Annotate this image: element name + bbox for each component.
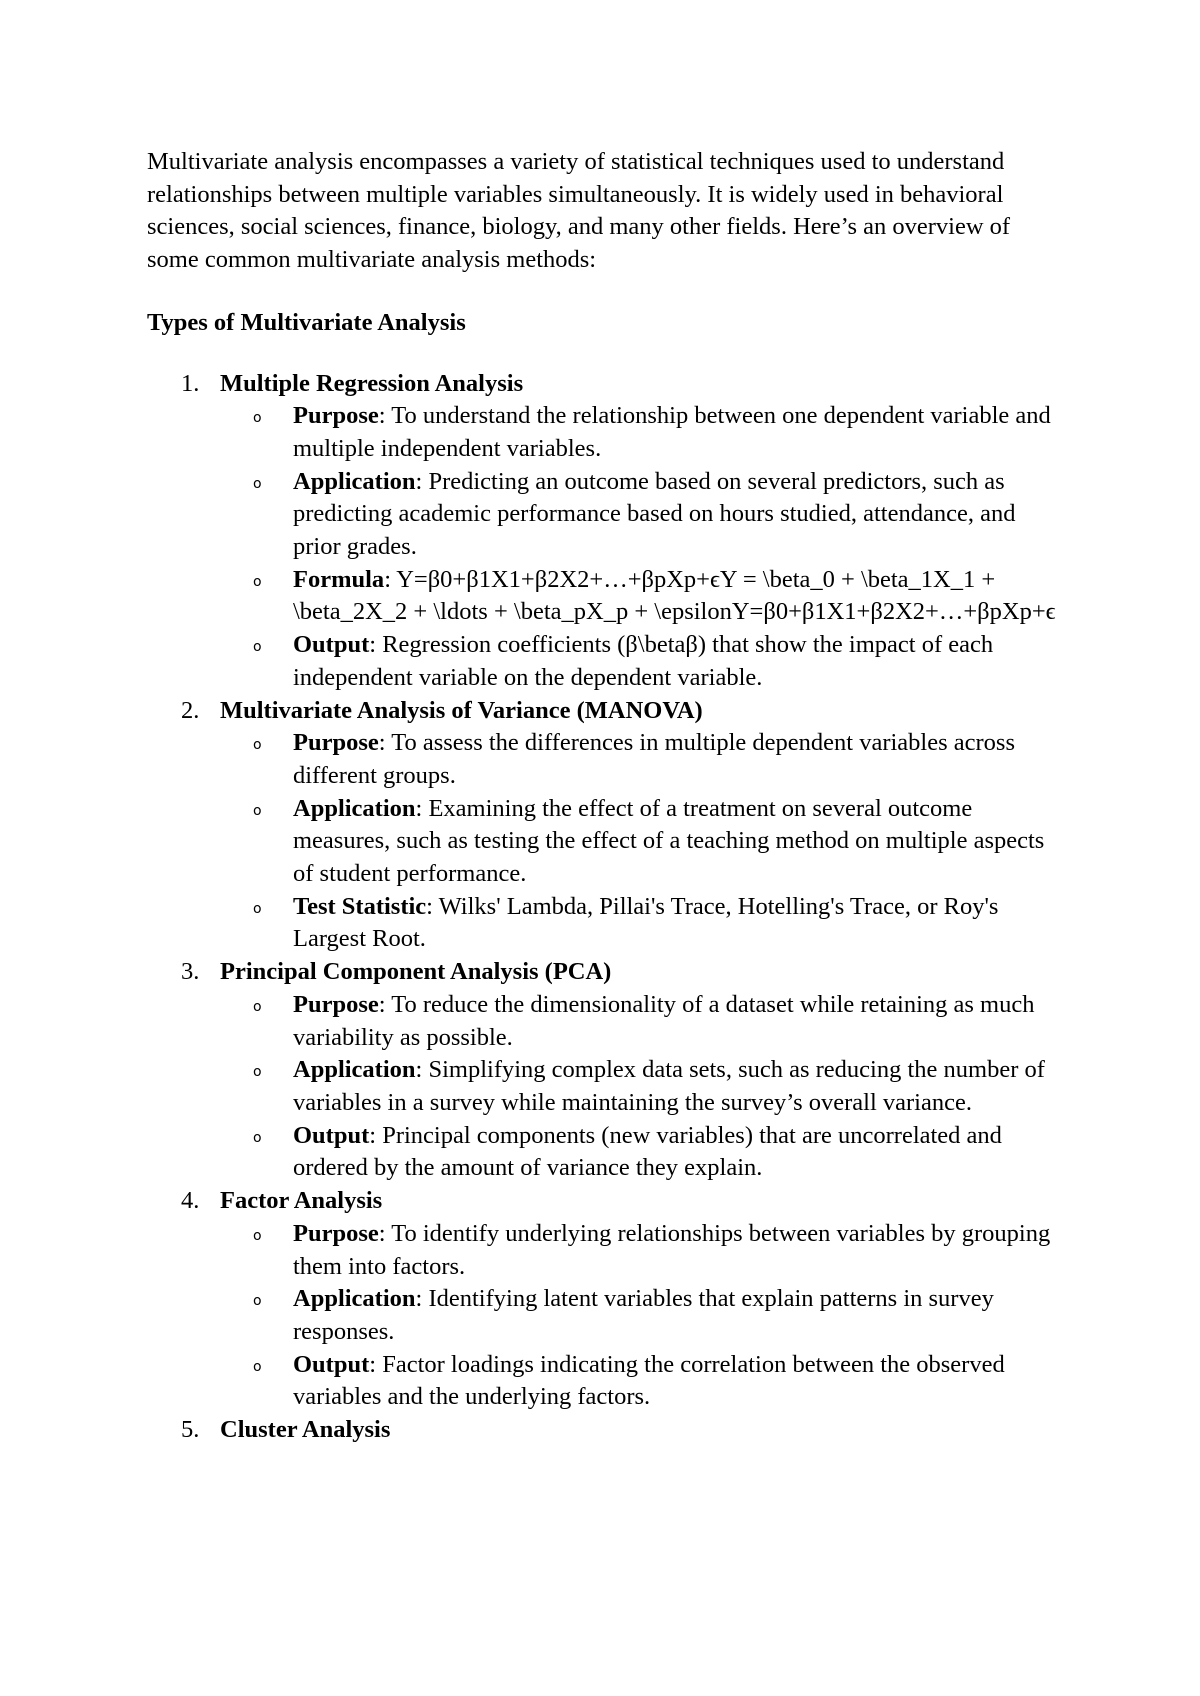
method-title: Multivariate Analysis of Variance (MANOVA) (220, 696, 703, 724)
point-item (220, 989, 1067, 1054)
point-text: : Identifying latent variables that explain patterns in survey responses. (293, 1285, 994, 1345)
point-label: Purpose (293, 729, 379, 757)
bullet-icon: o (253, 573, 262, 590)
point-text: : Regression coefficients (β\betaβ) that show the impact of each independent variable on the dependent variable. (293, 631, 994, 691)
point-item (220, 1120, 1067, 1185)
bullet-icon: o (253, 1064, 262, 1081)
point-text: : Principal components (new variables) that are uncorrelated and ordered by the amount of variance they explain. (293, 1121, 1002, 1182)
method-title: Multiple Regression Analysis (220, 369, 524, 397)
point-text: : Wilks' Lambda, Pillai's Trace, Hotelling's Trace, or Roy's Largest Root. (293, 892, 999, 953)
point-label: Output (293, 1121, 370, 1149)
bullet-icon: o (253, 1129, 262, 1146)
method-number: 1. (181, 369, 200, 397)
bullet-icon: o (253, 1293, 262, 1310)
method-item (147, 956, 1067, 1185)
bullet-icon: o (253, 1227, 262, 1244)
method-title: Cluster Analysis (220, 1416, 391, 1444)
bullet-icon: o (253, 802, 262, 819)
point-text: : To reduce the dimensionality of a dataset while retaining as much variability as possible. (293, 990, 1035, 1051)
bullet-icon: o (253, 639, 262, 656)
method-title: Principal Component Analysis (PCA) (220, 958, 612, 986)
bullet-icon: o (253, 998, 262, 1015)
point-text: : Predicting an outcome based on several predictors, such as predicting academic performance based on hours studied, attendance, and prior grades. (293, 467, 1016, 561)
point-item (220, 1349, 1067, 1414)
bullet-icon: o (253, 410, 262, 427)
methods-list (147, 368, 1067, 1447)
point-item (220, 564, 1067, 629)
method-item (147, 368, 1067, 695)
point-text: : To identify underlying relationships between variables by grouping them into factors. (293, 1219, 1051, 1280)
method-points (220, 1218, 1067, 1414)
section-heading: Types of Multivariate Analysis (147, 308, 466, 336)
point-text: : To assess the differences in multiple dependent variables across different groups. (293, 729, 1015, 789)
bullet-icon: o (253, 737, 262, 754)
method-number: 4. (181, 1187, 200, 1215)
point-label: Application (293, 1285, 416, 1313)
point-text: : Y=β0+β1X1+β2X2+…+βpXp+ϵY = \beta_0 + \beta_1X_1 + \beta_2X_2 + \ldots + \beta_pX_p + \epsilonY=β0+β1X1+β2X2+…+βpXp+ϵ (293, 565, 1056, 626)
point-text: : Simplifying complex data sets, such as reducing the number of variables in a survey while maintaining the survey’s overall variance. (293, 1056, 1045, 1116)
point-text: : Factor loadings indicating the correlation between the observed variables and the underlying factors. (293, 1350, 1005, 1411)
method-number: 2. (181, 696, 200, 724)
method-item (147, 1185, 1067, 1414)
point-label: Purpose (293, 990, 379, 1018)
point-label: Output (293, 631, 370, 659)
method-item (147, 1414, 1067, 1447)
method-points (220, 727, 1067, 956)
point-label: Application (293, 794, 416, 822)
point-label: Formula (293, 565, 385, 593)
bullet-icon: o (253, 475, 262, 492)
point-text: : To understand the relationship between one dependent variable and multiple independent variables. (293, 402, 1051, 462)
point-label: Purpose (293, 402, 379, 430)
method-number: 5. (181, 1416, 200, 1444)
point-item (220, 727, 1067, 792)
point-item (220, 1218, 1067, 1283)
point-item (220, 466, 1067, 564)
method-number: 3. (181, 958, 200, 986)
method-points (220, 989, 1067, 1185)
point-item (220, 400, 1067, 465)
point-item (220, 629, 1067, 694)
method-title: Factor Analysis (220, 1187, 383, 1215)
point-item (220, 793, 1067, 891)
method-points (220, 400, 1067, 694)
point-item (220, 1283, 1067, 1348)
point-item (220, 1054, 1067, 1119)
point-item (220, 891, 1067, 956)
point-label: Application (293, 467, 416, 495)
intro-paragraph: Multivariate analysis encompasses a variety of statistical techniques used to understand relationships between multiple variables simultaneously. It is widely used in behavioral sciences, social sciences, finance, biology, and many other fields. Here’s an overview of some common multivariate analysis methods: (147, 148, 1011, 274)
point-label: Purpose (293, 1219, 379, 1247)
point-label: Application (293, 1056, 416, 1084)
method-item (147, 695, 1067, 957)
bullet-icon: o (253, 900, 262, 917)
point-text: : Examining the effect of a treatment on several outcome measures, such as testing the effect of a teaching method on multiple aspects of student performance. (293, 794, 1045, 888)
point-label: Output (293, 1350, 370, 1378)
bullet-icon: o (253, 1358, 262, 1375)
point-label: Test Statistic (293, 892, 427, 920)
document-body (147, 146, 1067, 1447)
